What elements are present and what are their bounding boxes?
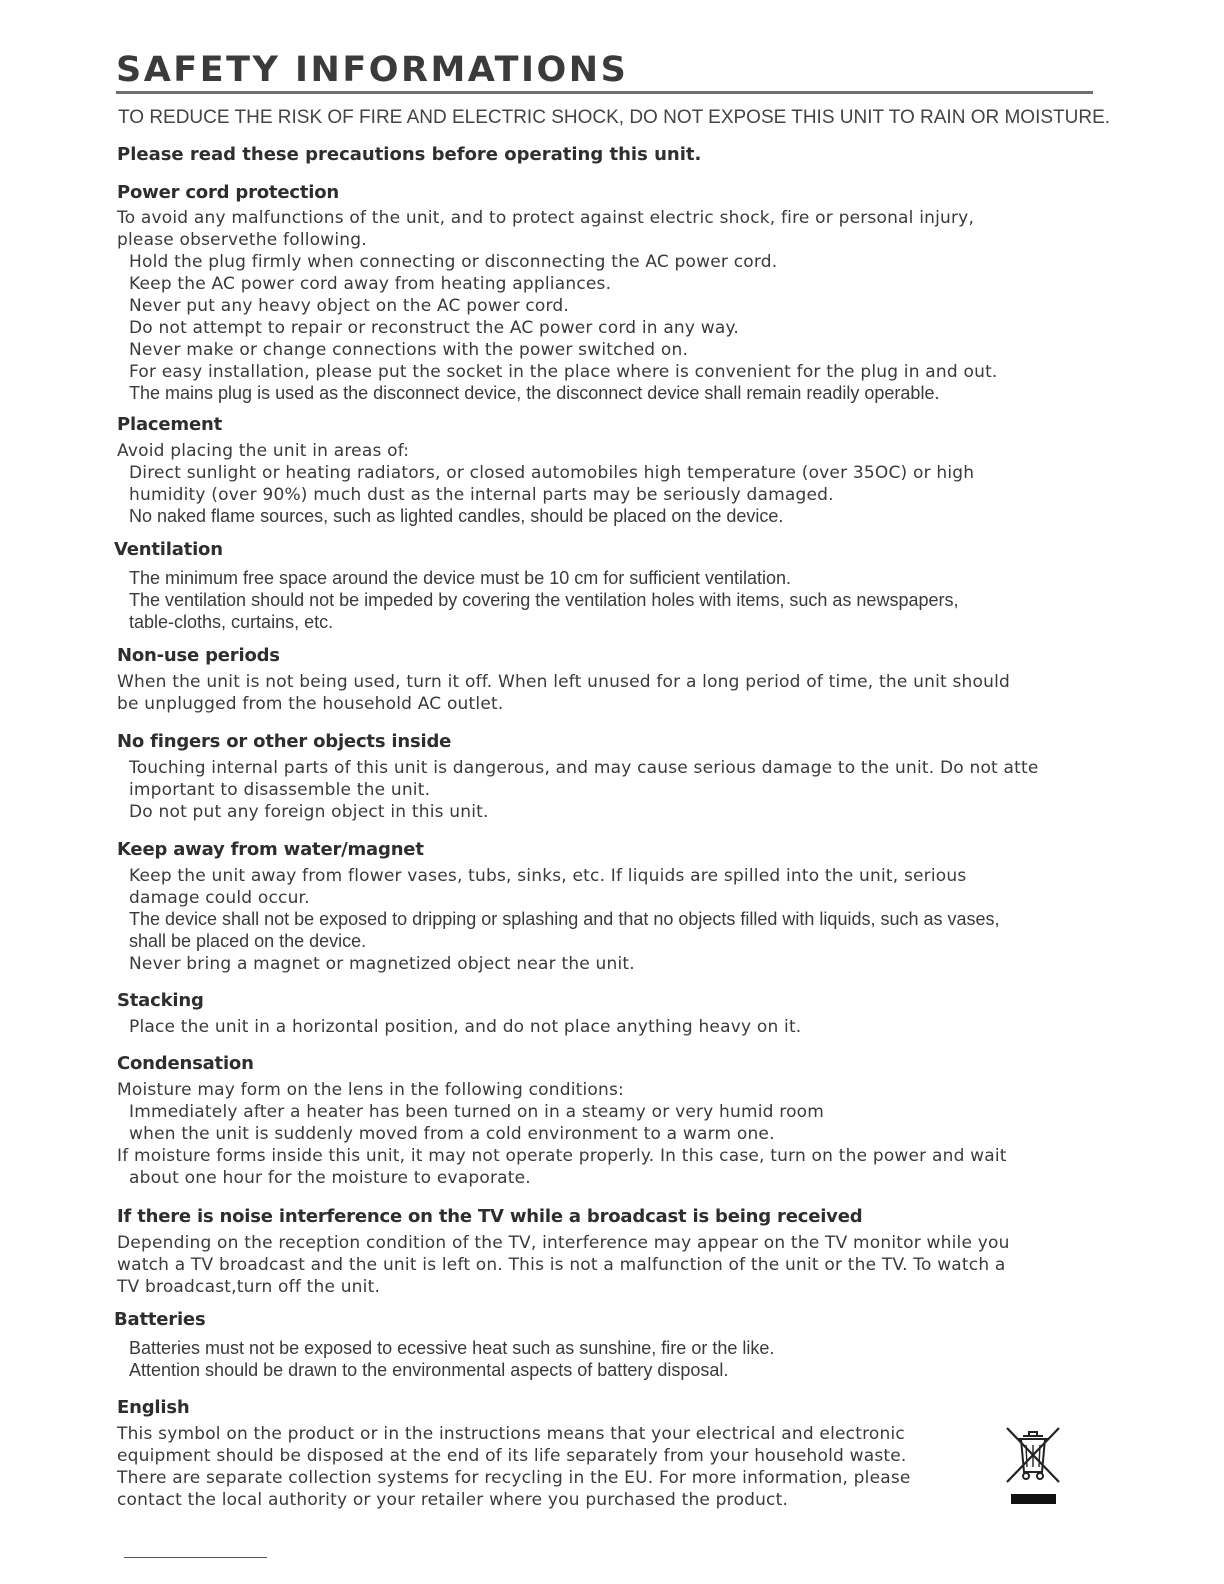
heading-water-magnet: Keep away from water/magnet [117,839,424,860]
fingers-line: important to disassemble the unit. [129,780,431,800]
power-line: Do not attempt to repair or reconstruct the AC power cord in any way. [129,318,739,338]
lead-text: Please read these precautions before operating this unit. [117,144,702,165]
heading-no-fingers: No fingers or other objects inside [117,731,452,752]
english-line: contact the local authority or your retailer where you purchased the product. [117,1490,789,1510]
noise-line: TV broadcast,turn off the unit. [117,1277,381,1297]
condensation-line: Immediately after a heater has been turned on in a steamy or very humid room [129,1102,825,1122]
stacking-line: Place the unit in a horizontal position, and do not place anything heavy on it. [129,1017,802,1037]
nonuse-line: When the unit is not being used, turn it off. When left unused for a long period of time, the unit should [117,672,1010,692]
power-line: To avoid any malfunctions of the unit, and to protect against electric shock, fire or personal injury, [117,208,975,228]
power-line: please observethe following. [117,230,367,250]
power-line: Hold the plug firmly when connecting or disconnecting the AC power cord. [129,252,778,272]
ventilation-line: The ventilation should not be impeded by covering the ventilation holes with items, such as newspapers, [129,590,959,610]
power-line: Never put any heavy object on the AC power cord. [129,296,570,316]
placement-line: Avoid placing the unit in areas of: [117,441,410,461]
ventilation-line: table-cloths, curtains, etc. [129,612,334,632]
power-line: For easy installation, please put the socket in the place where is convenient for the plug in and out. [129,362,998,382]
heading-batteries: Batteries [114,1309,206,1330]
batteries-line: Batteries must not be exposed to ecessive heat such as sunshine, fire or the like. [129,1338,775,1358]
placement-line: No naked flame sources, such as lighted candles, should be placed on the device. [129,506,784,526]
power-line: Never make or change connections with the power switched on. [129,340,689,360]
water-line: shall be placed on the device. [129,931,367,951]
nonuse-line: be unplugged from the household AC outlet. [117,694,504,714]
title-underline [116,91,1093,94]
placement-line: humidity (over 90%) much dust as the internal parts may be seriously damaged. [129,485,834,505]
noise-line: watch a TV broadcast and the unit is left on. This is not a malfunction of the unit or the TV. To watch a [117,1255,1006,1275]
english-line: There are separate collection systems for recycling in the EU. For more information, please [117,1468,911,1488]
english-line: This symbol on the product or in the instructions means that your electrical and electronic [117,1424,905,1444]
fingers-line: Touching internal parts of this unit is dangerous, and may cause serious damage to the unit. Do not atte [129,758,1039,778]
heading-power-cord: Power cord protection [117,182,339,203]
condensation-line: If moisture forms inside this unit, it may not operate properly. In this case, turn on the power and wait [117,1146,1007,1166]
batteries-line: Attention should be drawn to the environmental aspects of battery disposal. [129,1360,729,1380]
power-line: Keep the AC power cord away from heating appliances. [129,274,612,294]
water-line: damage could occur. [129,888,310,908]
heading-stacking: Stacking [117,990,204,1011]
english-line: equipment should be disposed at the end of its life separately from your household waste. [117,1446,907,1466]
noise-line: Depending on the reception condition of the TV, interference may appear on the TV monitor while you [117,1233,1010,1253]
page-title: SAFETY INFORMATIONS [116,50,629,90]
condensation-line: about one hour for the moisture to evaporate. [129,1168,531,1188]
warning-text: TO REDUCE THE RISK OF FIRE AND ELECTRIC SHOCK, DO NOT EXPOSE THIS UNIT TO RAIN OR MOISTURE. [118,107,1111,128]
heading-noise-interference: If there is noise interference on the TV while a broadcast is being received [117,1206,863,1227]
water-line: Never bring a magnet or magnetized object near the unit. [129,954,635,974]
condensation-line: when the unit is suddenly moved from a cold environment to a warm one. [129,1124,775,1144]
water-line: Keep the unit away from flower vases, tubs, sinks, etc. If liquids are spilled into the unit, serious [129,866,967,886]
ventilation-line: The minimum free space around the device must be 10 cm for sufficient ventilation. [129,568,791,588]
heading-condensation: Condensation [117,1053,254,1074]
heading-ventilation: Ventilation [114,539,223,560]
heading-placement: Placement [117,414,222,435]
placement-line: Direct sunlight or heating radiators, or closed automobiles high temperature (over 35OC) or high [129,463,975,483]
condensation-line: Moisture may form on the lens in the following conditions: [117,1080,624,1100]
heading-english: English [117,1397,190,1418]
footer-line [124,1557,267,1558]
crossed-out-wheelie-bin-icon [1003,1424,1063,1506]
fingers-line: Do not put any foreign object in this unit. [129,802,489,822]
power-line: The mains plug is used as the disconnect device, the disconnect device shall remain readily operable. [129,383,940,403]
water-line: The device shall not be exposed to dripping or splashing and that no objects filled with liquids, such as vases, [129,909,1000,929]
heading-non-use: Non-use periods [117,645,280,666]
